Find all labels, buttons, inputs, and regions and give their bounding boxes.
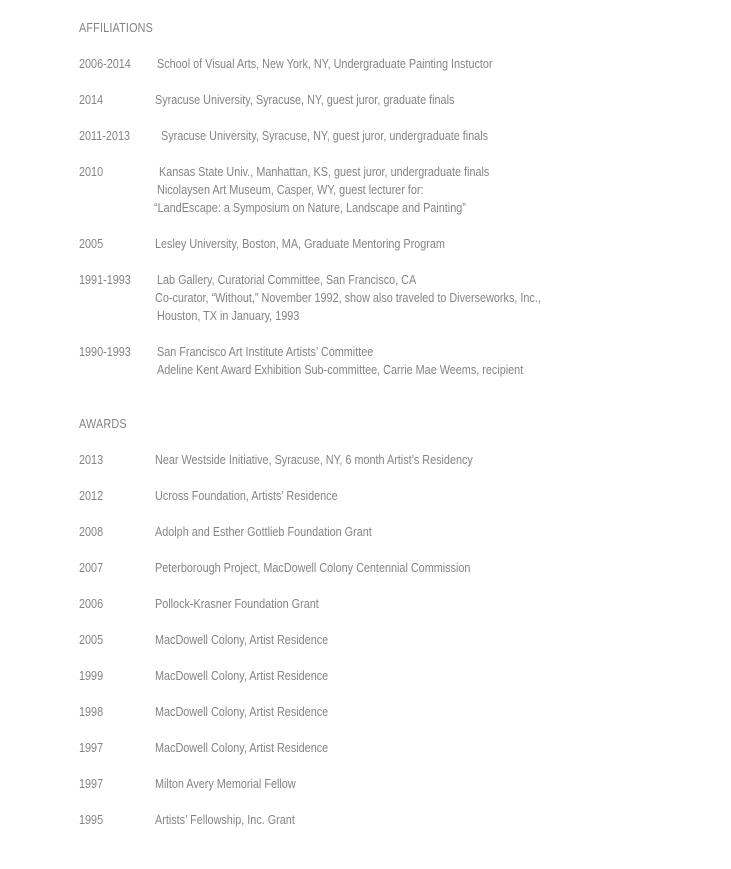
entry-year: 1998	[79, 705, 104, 719]
entry-text: Peterborough Project, MacDowell Colony Centennial Commission	[155, 561, 471, 575]
entry-year: 1995	[79, 813, 104, 827]
entry-text: Artists’ Fellowship, Inc. Grant	[155, 813, 295, 827]
entry-year: 1990-1993	[79, 345, 131, 359]
award-entry	[79, 811, 699, 829]
award-entry	[79, 595, 699, 613]
entry-year: 2014	[79, 93, 104, 107]
entry-year: 2013	[79, 453, 104, 467]
entry-text: MacDowell Colony, Artist Residence	[155, 705, 329, 719]
affiliation-entry	[79, 343, 699, 379]
award-entry	[79, 523, 699, 541]
entry-text: Near Westside Initiative, Syracuse, NY, 6 month Artist’s Residency	[155, 453, 473, 467]
award-entry	[79, 775, 699, 793]
award-entry	[79, 739, 699, 757]
entry-text: Lesley University, Boston, MA, Graduate Mentoring Program	[155, 237, 445, 251]
entry-text: Adolph and Esther Gottlieb Foundation Grant	[155, 525, 372, 539]
affiliation-entry	[79, 55, 699, 73]
award-entry	[79, 631, 699, 649]
affiliation-entry	[79, 91, 699, 109]
affiliations-heading: AFFILIATIONS	[79, 21, 154, 35]
entry-year: 2005	[79, 237, 104, 251]
entry-text: Co-curator, “Without,” November 1992, show also traveled to Diverseworks, Inc.,	[155, 291, 541, 305]
entry-text: Pollock-Krasner Foundation Grant	[155, 597, 319, 611]
entry-year: 2012	[79, 489, 104, 503]
award-entry	[79, 667, 699, 685]
entry-text: MacDowell Colony, Artist Residence	[155, 633, 329, 647]
entry-year: 2006	[79, 597, 104, 611]
entry-text: San Francisco Art Institute Artists’ Committee	[157, 345, 374, 359]
affiliation-entry	[79, 163, 699, 217]
entry-text: Syracuse University, Syracuse, NY, guest juror, undergraduate finals	[161, 129, 489, 143]
entry-text: Adeline Kent Award Exhibition Sub-committee, Carrie Mae Weems, recipient	[157, 363, 524, 377]
award-entry	[79, 559, 699, 577]
award-entry	[79, 451, 699, 469]
entry-year: 1991-1993	[79, 273, 131, 287]
award-entry	[79, 487, 699, 505]
awards-heading: AWARDS	[79, 417, 127, 431]
entry-text: Lab Gallery, Curatorial Committee, San Francisco, CA	[157, 273, 417, 287]
entry-text: “LandEscape: a Symposium on Nature, Landscape and Painting”	[154, 201, 466, 215]
entry-year: 1997	[79, 777, 104, 791]
affiliation-entry	[79, 271, 699, 325]
entry-text: Syracuse University, Syracuse, NY, guest juror, graduate finals	[155, 93, 455, 107]
entry-text: MacDowell Colony, Artist Residence	[155, 669, 329, 683]
entry-text: MacDowell Colony, Artist Residence	[155, 741, 329, 755]
entry-year: 2007	[79, 561, 104, 575]
award-entry	[79, 703, 699, 721]
entry-text: Milton Avery Memorial Fellow	[155, 777, 296, 791]
entry-year: 2006-2014	[79, 57, 131, 71]
entry-year: 2010	[79, 165, 104, 179]
affiliation-entry	[79, 127, 699, 145]
entry-text: Ucross Foundation, Artists’ Residence	[155, 489, 338, 503]
entry-year: 2008	[79, 525, 104, 539]
entry-text: Nicolaysen Art Museum, Casper, WY, guest lecturer for:	[157, 183, 424, 197]
entry-year: 2005	[79, 633, 104, 647]
affiliation-entry	[79, 235, 699, 253]
entry-text: Kansas State Univ., Manhattan, KS, guest juror, undergraduate finals	[159, 165, 490, 179]
entry-year: 1997	[79, 741, 104, 755]
entry-text: School of Visual Arts, New York, NY, Undergraduate Painting Instuctor	[157, 57, 493, 71]
entry-year: 1999	[79, 669, 104, 683]
entry-year: 2011-2013	[79, 129, 130, 143]
entry-text: Houston, TX in January, 1993	[157, 309, 300, 323]
